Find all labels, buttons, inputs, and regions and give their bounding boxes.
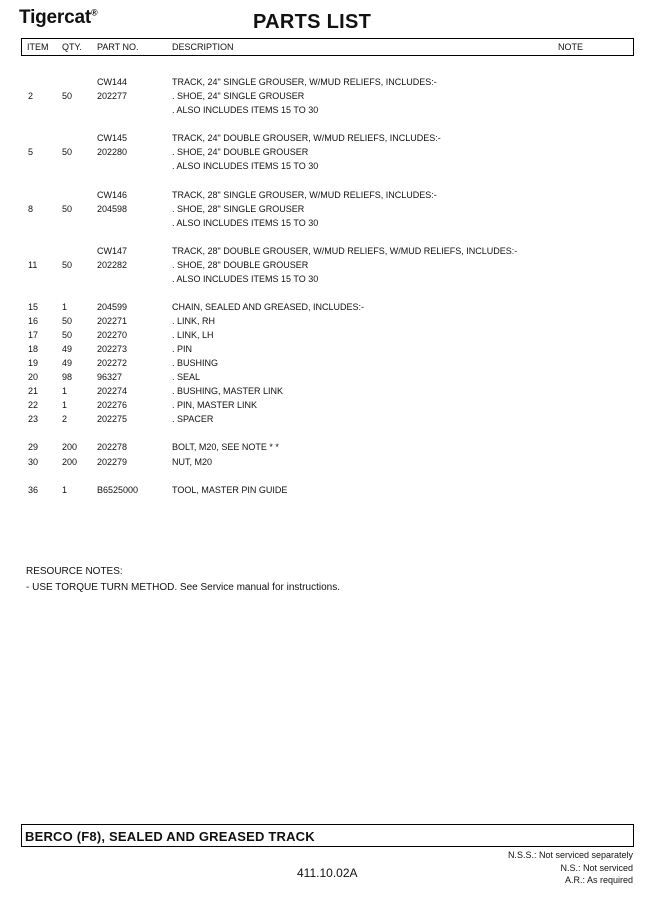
description-cell: NUT, M20	[172, 457, 213, 467]
table-row	[0, 400, 645, 414]
table-row	[0, 442, 645, 456]
table-row	[0, 161, 645, 175]
description-cell: TRACK, 24" SINGLE GROUSER, W/MUD RELIEFS, INCLUDES:-	[172, 77, 437, 87]
description-cell: TRACK, 28" DOUBLE GROUSER, W/MUD RELIEFS, W/MUD RELIEFS, INCLUDES:-	[172, 246, 518, 256]
table-row	[0, 386, 645, 400]
qty-cell: 50	[62, 204, 73, 214]
column-header-note: NOTE	[558, 42, 584, 52]
item-cell: 22	[28, 400, 39, 410]
item-cell: 29	[28, 442, 39, 452]
item-cell: 20	[28, 372, 39, 382]
qty-cell: 1	[62, 400, 68, 410]
qty-cell: 98	[62, 372, 73, 382]
table-row	[0, 414, 645, 428]
qty-cell: 50	[62, 260, 73, 270]
legend-ar: A.R.: As required	[564, 875, 633, 885]
description-cell: TRACK, 28" SINGLE GROUSER, W/MUD RELIEFS, INCLUDES:-	[172, 190, 437, 200]
table-row	[0, 147, 645, 161]
part-number-cell: 202280	[97, 147, 128, 157]
qty-cell: 50	[62, 330, 73, 340]
description-cell: . SHOE, 24" SINGLE GROUSER	[172, 91, 305, 101]
part-number-cell: 204599	[97, 302, 128, 312]
item-cell: 11	[28, 260, 38, 270]
description-cell: TRACK, 24" DOUBLE GROUSER, W/MUD RELIEFS, INCLUDES:-	[172, 133, 441, 143]
description-cell: . LINK, RH	[172, 316, 216, 326]
part-number-cell: 202273	[97, 344, 128, 354]
table-row	[0, 260, 645, 274]
section-title: BERCO (F8), SEALED AND GREASED TRACK	[25, 829, 315, 844]
table-row	[0, 190, 645, 204]
table-row	[0, 91, 645, 105]
table-row	[0, 246, 645, 260]
table-row	[0, 358, 645, 372]
part-number-cell: B6525000	[97, 485, 139, 495]
item-cell: 23	[28, 414, 39, 424]
table-row	[0, 302, 645, 316]
abbreviation-legend	[508, 849, 633, 887]
document-number: 411.10.02A	[297, 866, 358, 880]
description-cell: . PIN, MASTER LINK	[172, 400, 258, 410]
description-cell: CHAIN, SEALED AND GREASED, INCLUDES:-	[172, 302, 365, 312]
brand-logo	[19, 7, 97, 29]
item-cell: 8	[28, 204, 34, 214]
brand-name: Tigercat	[19, 7, 91, 28]
description-cell: . ALSO INCLUDES ITEMS 15 TO 30	[172, 218, 319, 228]
part-number-cell: 202279	[97, 457, 128, 467]
description-cell: . BUSHING, MASTER LINK	[172, 386, 284, 396]
legend-ns: N.S.: Not serviced	[560, 862, 633, 873]
part-number-cell: 202278	[97, 442, 128, 452]
description-cell: . SHOE, 28" SINGLE GROUSER	[172, 204, 305, 214]
description-cell: . SPACER	[172, 414, 214, 424]
description-cell: . ALSO INCLUDES ITEMS 15 TO 30	[172, 274, 319, 284]
page-title: PARTS LIST	[253, 11, 372, 33]
item-cell: 19	[28, 358, 39, 368]
legend-nss: N.S.S.: Not serviced separately	[507, 850, 633, 860]
item-cell: 5	[28, 147, 34, 157]
table-row	[0, 485, 645, 499]
qty-cell: 50	[62, 91, 73, 101]
description-cell: . ALSO INCLUDES ITEMS 15 TO 30	[172, 105, 319, 115]
qty-cell: 2	[62, 414, 68, 424]
description-cell: . BUSHING	[172, 358, 219, 368]
part-number-cell: 202271	[97, 316, 128, 326]
part-number-cell: 202282	[97, 260, 128, 270]
description-cell: BOLT, M20, SEE NOTE * *	[172, 442, 279, 452]
part-number-cell: 202275	[97, 414, 128, 424]
table-row	[0, 218, 645, 232]
description-cell: TOOL, MASTER PIN GUIDE	[172, 485, 288, 495]
column-header-part-no: PART NO.	[97, 42, 139, 52]
qty-cell: 50	[62, 147, 73, 157]
table-row	[0, 204, 645, 218]
qty-cell: 49	[62, 344, 73, 354]
item-cell: 17	[28, 330, 39, 340]
description-cell: . SHOE, 24" DOUBLE GROUSER	[172, 147, 309, 157]
column-header-qty: QTY.	[62, 42, 82, 52]
item-cell: 15	[28, 302, 39, 312]
part-number-cell: 96327	[97, 372, 123, 382]
table-row	[0, 316, 645, 330]
column-header-item: ITEM	[27, 42, 49, 52]
part-number-cell: 202270	[97, 330, 128, 340]
qty-cell: 1	[62, 302, 68, 312]
part-number-cell: CW146	[97, 190, 128, 200]
description-cell: . SHOE, 28" DOUBLE GROUSER	[172, 260, 309, 270]
item-cell: 30	[28, 457, 39, 467]
part-number-cell: 202277	[97, 91, 128, 101]
qty-cell: 1	[62, 386, 68, 396]
qty-cell: 1	[62, 485, 68, 495]
resource-note: - USE TORQUE TURN METHOD. See Service manual for instructions.	[26, 582, 340, 593]
description-cell: . PIN	[172, 344, 193, 354]
table-row	[0, 133, 645, 147]
item-cell: 36	[28, 485, 39, 495]
description-cell: . ALSO INCLUDES ITEMS 15 TO 30	[172, 161, 319, 171]
table-row	[0, 457, 645, 471]
table-row	[0, 344, 645, 358]
item-cell: 21	[28, 386, 39, 396]
item-cell: 18	[28, 344, 39, 354]
part-number-cell: 202276	[97, 400, 128, 410]
resource-notes-heading: RESOURCE NOTES:	[26, 566, 123, 577]
part-number-cell: 202274	[97, 386, 128, 396]
table-row	[0, 274, 645, 288]
part-number-cell: CW147	[97, 246, 128, 256]
description-cell: . SEAL	[172, 372, 201, 382]
qty-cell: 200	[62, 442, 78, 452]
part-number-cell: CW144	[97, 77, 128, 87]
part-number-cell: 204598	[97, 204, 128, 214]
part-number-cell: 202272	[97, 358, 128, 368]
part-number-cell: CW145	[97, 133, 128, 143]
table-row	[0, 330, 645, 344]
item-cell: 16	[28, 316, 39, 326]
registered-mark: ®	[90, 7, 98, 18]
table-row	[0, 372, 645, 386]
item-cell: 2	[28, 91, 34, 101]
qty-cell: 49	[62, 358, 73, 368]
description-cell: . LINK, LH	[172, 330, 214, 340]
table-row	[0, 77, 645, 91]
qty-cell: 50	[62, 316, 73, 326]
table-row	[0, 105, 645, 119]
qty-cell: 200	[62, 457, 78, 467]
column-header-description: DESCRIPTION	[172, 42, 234, 52]
